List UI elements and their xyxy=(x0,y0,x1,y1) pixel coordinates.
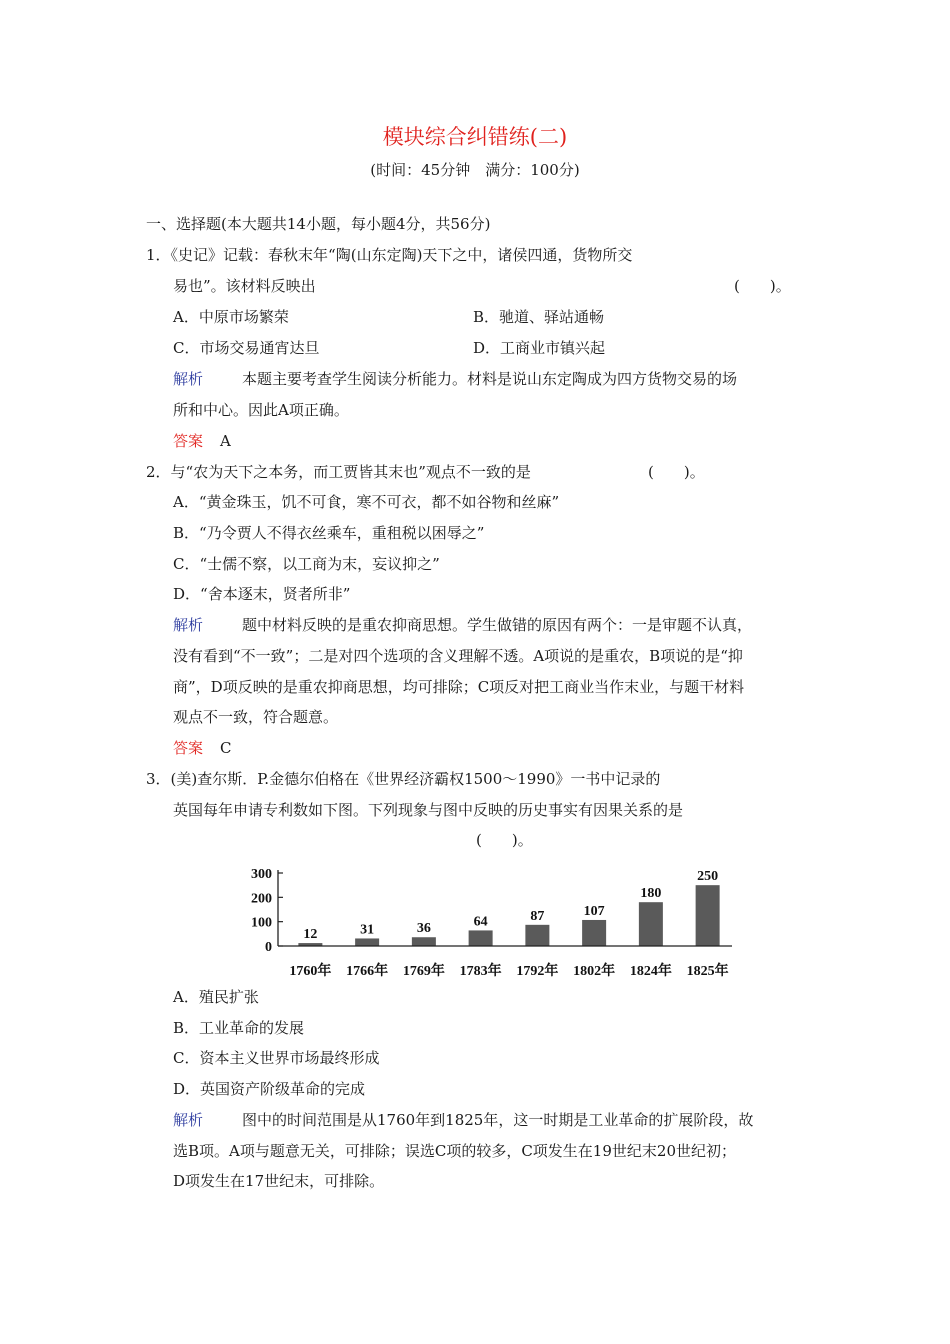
q1-answer-paren: ( )。 xyxy=(734,277,791,295)
bar xyxy=(355,938,379,946)
q2-analysis-line2: 没有看到“不一致”；二是对四个选项的含义理解不透。A项说的是重农，B项说的是“抑 xyxy=(173,647,743,665)
q1-answer-label: 答案 xyxy=(173,432,204,450)
q2-analysis-line3: 商”，D项反映的是重农抑商思想，均可排除；C项反对把工商业当作末业，与题干材料 xyxy=(173,678,745,696)
x-tick-label: 1760年 xyxy=(289,964,332,979)
patent-bar-chart xyxy=(230,858,750,984)
y-tick-label: 100 xyxy=(251,915,272,931)
bar xyxy=(525,925,549,946)
bar-value-label: 107 xyxy=(583,903,605,919)
bar-value-label: 87 xyxy=(530,908,545,924)
bar xyxy=(469,930,493,946)
x-tick-label: 1825年 xyxy=(686,964,729,979)
q1-option-b: B．驰道、驿站通畅 xyxy=(473,308,605,326)
x-tick-label: 1824年 xyxy=(629,964,672,979)
bar xyxy=(696,885,720,946)
x-tick-label: 1769年 xyxy=(402,964,445,979)
q3-option-b: B．工业革命的发展 xyxy=(173,1019,305,1037)
q1-option-a: A．中原市场繁荣 xyxy=(173,308,289,326)
q3-analysis-label: 解析 xyxy=(173,1111,204,1129)
bar xyxy=(582,920,606,946)
y-tick-label: 0 xyxy=(265,940,272,955)
q3-option-a: A．殖民扩张 xyxy=(173,988,259,1006)
q2-answer-label: 答案 xyxy=(173,739,204,757)
bar-value-label: 31 xyxy=(360,922,375,938)
bar-value-label: 12 xyxy=(303,927,318,943)
bar-value-label: 64 xyxy=(473,914,488,930)
q2-answer-paren: ( )。 xyxy=(648,463,705,481)
q3-analysis-line2: 选B项。A项与题意无关，可排除；误选C项的较多，C项发生在19世纪末20世纪初； xyxy=(173,1142,736,1160)
q1-answer-value: A xyxy=(220,432,231,450)
q1-option-d: D．工商业市镇兴起 xyxy=(473,339,606,357)
q3-option-d: D．英国资产阶级革命的完成 xyxy=(173,1080,366,1098)
bar xyxy=(639,902,663,946)
page-title: 模块综合纠错练(二) xyxy=(382,125,568,149)
q3-stem-line1: 3．(美)查尔斯．P.金德尔伯格在《世界经济霸权1500～1990》一书中记录的 xyxy=(146,770,661,788)
q3-analysis-line1: 图中的时间范围是从1760年到1825年，这一时期是工业革命的扩展阶段，故 xyxy=(242,1111,754,1129)
q1-option-c: C．市场交易通宵达旦 xyxy=(173,339,320,357)
q2-analysis-line4: 观点不一致，符合题意。 xyxy=(173,708,339,726)
q1-stem-line1: 1．《史记》记载：春秋末年“陶(山东定陶)天下之中，诸侯四通，货物所交 xyxy=(146,246,633,264)
q2-answer-value: C xyxy=(220,739,232,757)
q1-stem-line2: 易也”。该材料反映出 xyxy=(173,277,316,295)
q2-option-d: D．“舍本逐末，贤者所非” xyxy=(173,585,351,603)
q3-analysis-line3: D项发生在17世纪末，可排除。 xyxy=(173,1172,385,1190)
q2-analysis-line1: 题中材料反映的是重农抑商思想。学生做错的原因有两个：一是审题不认真， xyxy=(242,616,753,634)
x-tick-label: 1802年 xyxy=(573,964,616,979)
q2-option-b: B．“乃令贾人不得衣丝乘车，重租税以困辱之” xyxy=(173,524,485,542)
y-tick-label: 200 xyxy=(251,891,272,907)
bar-value-label: 250 xyxy=(697,869,719,885)
q1-analysis-line1: 本题主要考查学生阅读分析能力。材料是说山东定陶成为四方货物交易的场 xyxy=(242,370,738,388)
q3-stem-line2: 英国每年申请专利数如下图。下列现象与图中反映的历史事实有因果关系的是 xyxy=(173,801,684,819)
y-tick-label: 300 xyxy=(251,867,272,882)
q2-option-a: A．“黄金珠玉，饥不可食，寒不可衣，都不如谷物和丝麻” xyxy=(173,493,560,511)
q2-analysis-label: 解析 xyxy=(173,616,204,634)
q1-analysis-line2: 所和中心。因此A项正确。 xyxy=(173,401,349,419)
bar-value-label: 36 xyxy=(416,921,431,937)
x-tick-label: 1766年 xyxy=(346,964,389,979)
bar-value-label: 180 xyxy=(640,886,662,902)
section-heading: 一、选择题(本大题共14小题，每小题4分，共56分) xyxy=(146,215,491,233)
q2-option-c: C．“士儒不察，以工商为末，妄议抑之” xyxy=(173,555,440,573)
q3-answer-paren: ( )。 xyxy=(476,831,533,849)
page-subtitle: (时间：45分钟 满分：100分) xyxy=(370,161,580,179)
q2-stem: 2．与“农为天下之本务，而工贾皆其末也”观点不一致的是 xyxy=(146,463,531,481)
x-tick-label: 1783年 xyxy=(459,964,502,979)
q3-option-c: C．资本主义世界市场最终形成 xyxy=(173,1049,380,1067)
bar xyxy=(412,937,436,946)
q1-analysis-label: 解析 xyxy=(173,370,204,388)
x-tick-label: 1792年 xyxy=(516,964,559,979)
